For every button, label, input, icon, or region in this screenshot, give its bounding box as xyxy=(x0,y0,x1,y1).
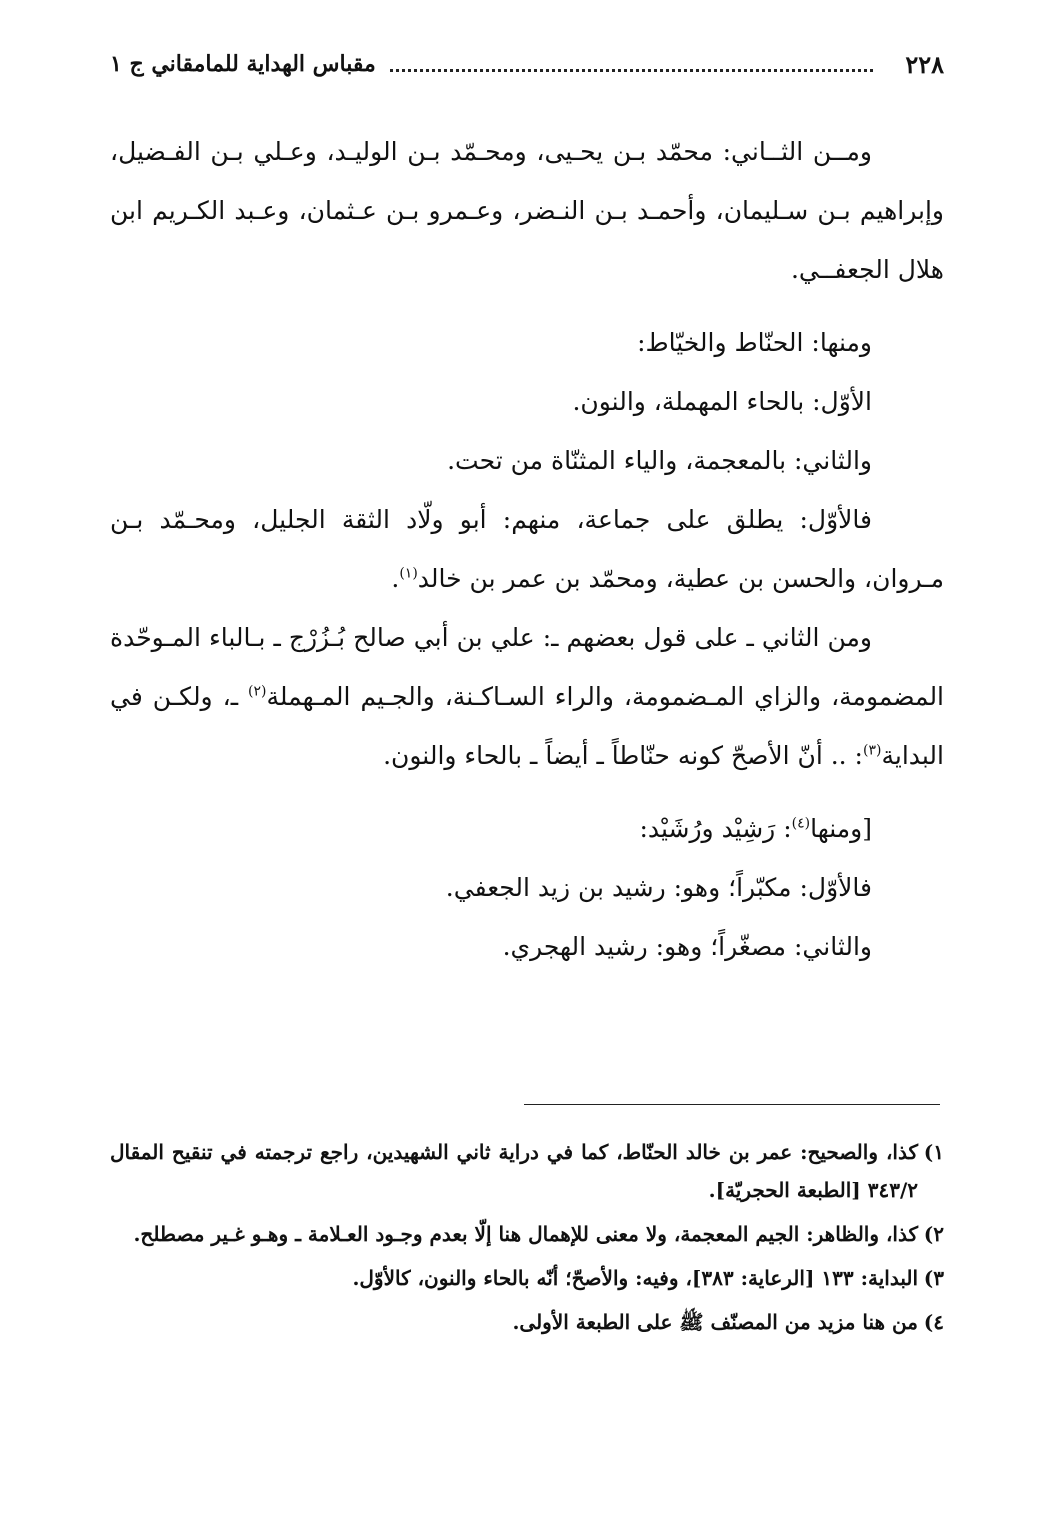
paragraph-narrators: ومــن الثــاني: محمّد بـن يحـيى، ومحـمّد بـن الوليـد، وعـلي بـن الفـضيل، وإبراهيم بـن سـليمان، وأحمـد بـن النـضر، وعـمرو بـن عـثمان، وعـبد الكـريم ابن هلال الجعفــي. xyxy=(110,137,944,284)
footnote-3 xyxy=(110,1259,944,1297)
line-first-definition: الأوّل: بالحاء المهملة، والنون. xyxy=(572,387,872,416)
line-second-definition: والثاني: بالمعجمة، والياء المثنّاة من تحت. xyxy=(447,446,872,475)
running-header xyxy=(110,44,944,84)
text-segment: [ومنها xyxy=(810,814,872,843)
footnote-text: البداية: ١٣٣ [الرعاية: ٣٨٣]، وفيه: والأصحّ؛ أنّه بالحاء والنون، كالأوّل. xyxy=(352,1266,918,1290)
footnote-separator xyxy=(524,1104,940,1105)
footnote-number: ٤) xyxy=(923,1310,944,1334)
footnote-ref-3: (٣) xyxy=(862,742,882,759)
line-rashid-second: والثاني: مصغّراً؛ وهو: رشيد الهجري. xyxy=(502,932,872,961)
line-rashid-first: فالأوّل: مكبّراً؛ وهو: رشيد بن زيد الجعفي. xyxy=(445,873,872,902)
footnotes xyxy=(110,1133,944,1347)
text-segment: : .. أنّ الأصحّ كونه حنّاطاً ـ أيضاً ـ بالحاء والنون. xyxy=(383,741,863,770)
footnote-text: كذا، والصحيح: عمر بن خالد الحنّاط، كما في دراية ثاني الشهيدين، راجع ترجمته في تنقيح المقال ٣٤٣/٢ [الطبعة الحجريّة]. xyxy=(110,1140,918,1202)
section-heading-rashid xyxy=(110,799,944,858)
footnote-1 xyxy=(110,1133,944,1209)
paragraph-second-group xyxy=(110,608,944,785)
footnote-number: ٣) xyxy=(923,1266,944,1290)
footnote-text: كذا، والظاهر: الجيم المعجمة، ولا معنى للإهمال هنا إلّا بعدم وجـود العـلامة ـ وهـو غـير مصطلح. xyxy=(133,1222,918,1246)
footnote-4 xyxy=(110,1303,944,1341)
footnote-2 xyxy=(110,1215,944,1253)
page-number: ٢٢٨ xyxy=(905,49,944,79)
text-segment: ـ، ولكـن في البداية xyxy=(110,682,944,770)
book-title: مقباس الهداية للمامقاني ج ١ xyxy=(110,51,376,77)
section-heading-hannat: ومنها: الحنّاط والخيّاط: xyxy=(637,328,872,357)
footnote-ref-1: (١) xyxy=(399,565,418,582)
footnote-text: من هنا مزيد من المصنّف ﷺ على الطبعة الأولى. xyxy=(512,1310,918,1334)
text-segment: ومن الثاني ـ على قول بعضهم ـ: علي بن أبي صالح بُـزُرْج ـ بـالباء المـوحّدة المضمومة، والزاي المـضمومة، والراء السـاكـنة، والجـيم المـهملة xyxy=(110,623,945,711)
footnote-ref-4: (٤) xyxy=(791,815,811,832)
footnote-ref-2: (٢) xyxy=(248,683,267,700)
main-text xyxy=(110,122,944,976)
paragraph-first-group xyxy=(110,490,944,608)
text-segment: : رَشِيْد ورُشَيْد: xyxy=(639,814,792,843)
text-segment: . xyxy=(391,564,400,593)
footnote-number: ٢) xyxy=(923,1222,944,1246)
text-segment: فالأوّل: يطلق على جماعة، منهم: أبو ولّاد الثقة الجليل، ومحـمّد بـن مـروان، والحسن بن عطية، ومحمّد بن عمر بن خالد xyxy=(110,505,944,593)
footnote-number: ١) xyxy=(923,1140,944,1164)
leader-dots xyxy=(390,69,874,72)
